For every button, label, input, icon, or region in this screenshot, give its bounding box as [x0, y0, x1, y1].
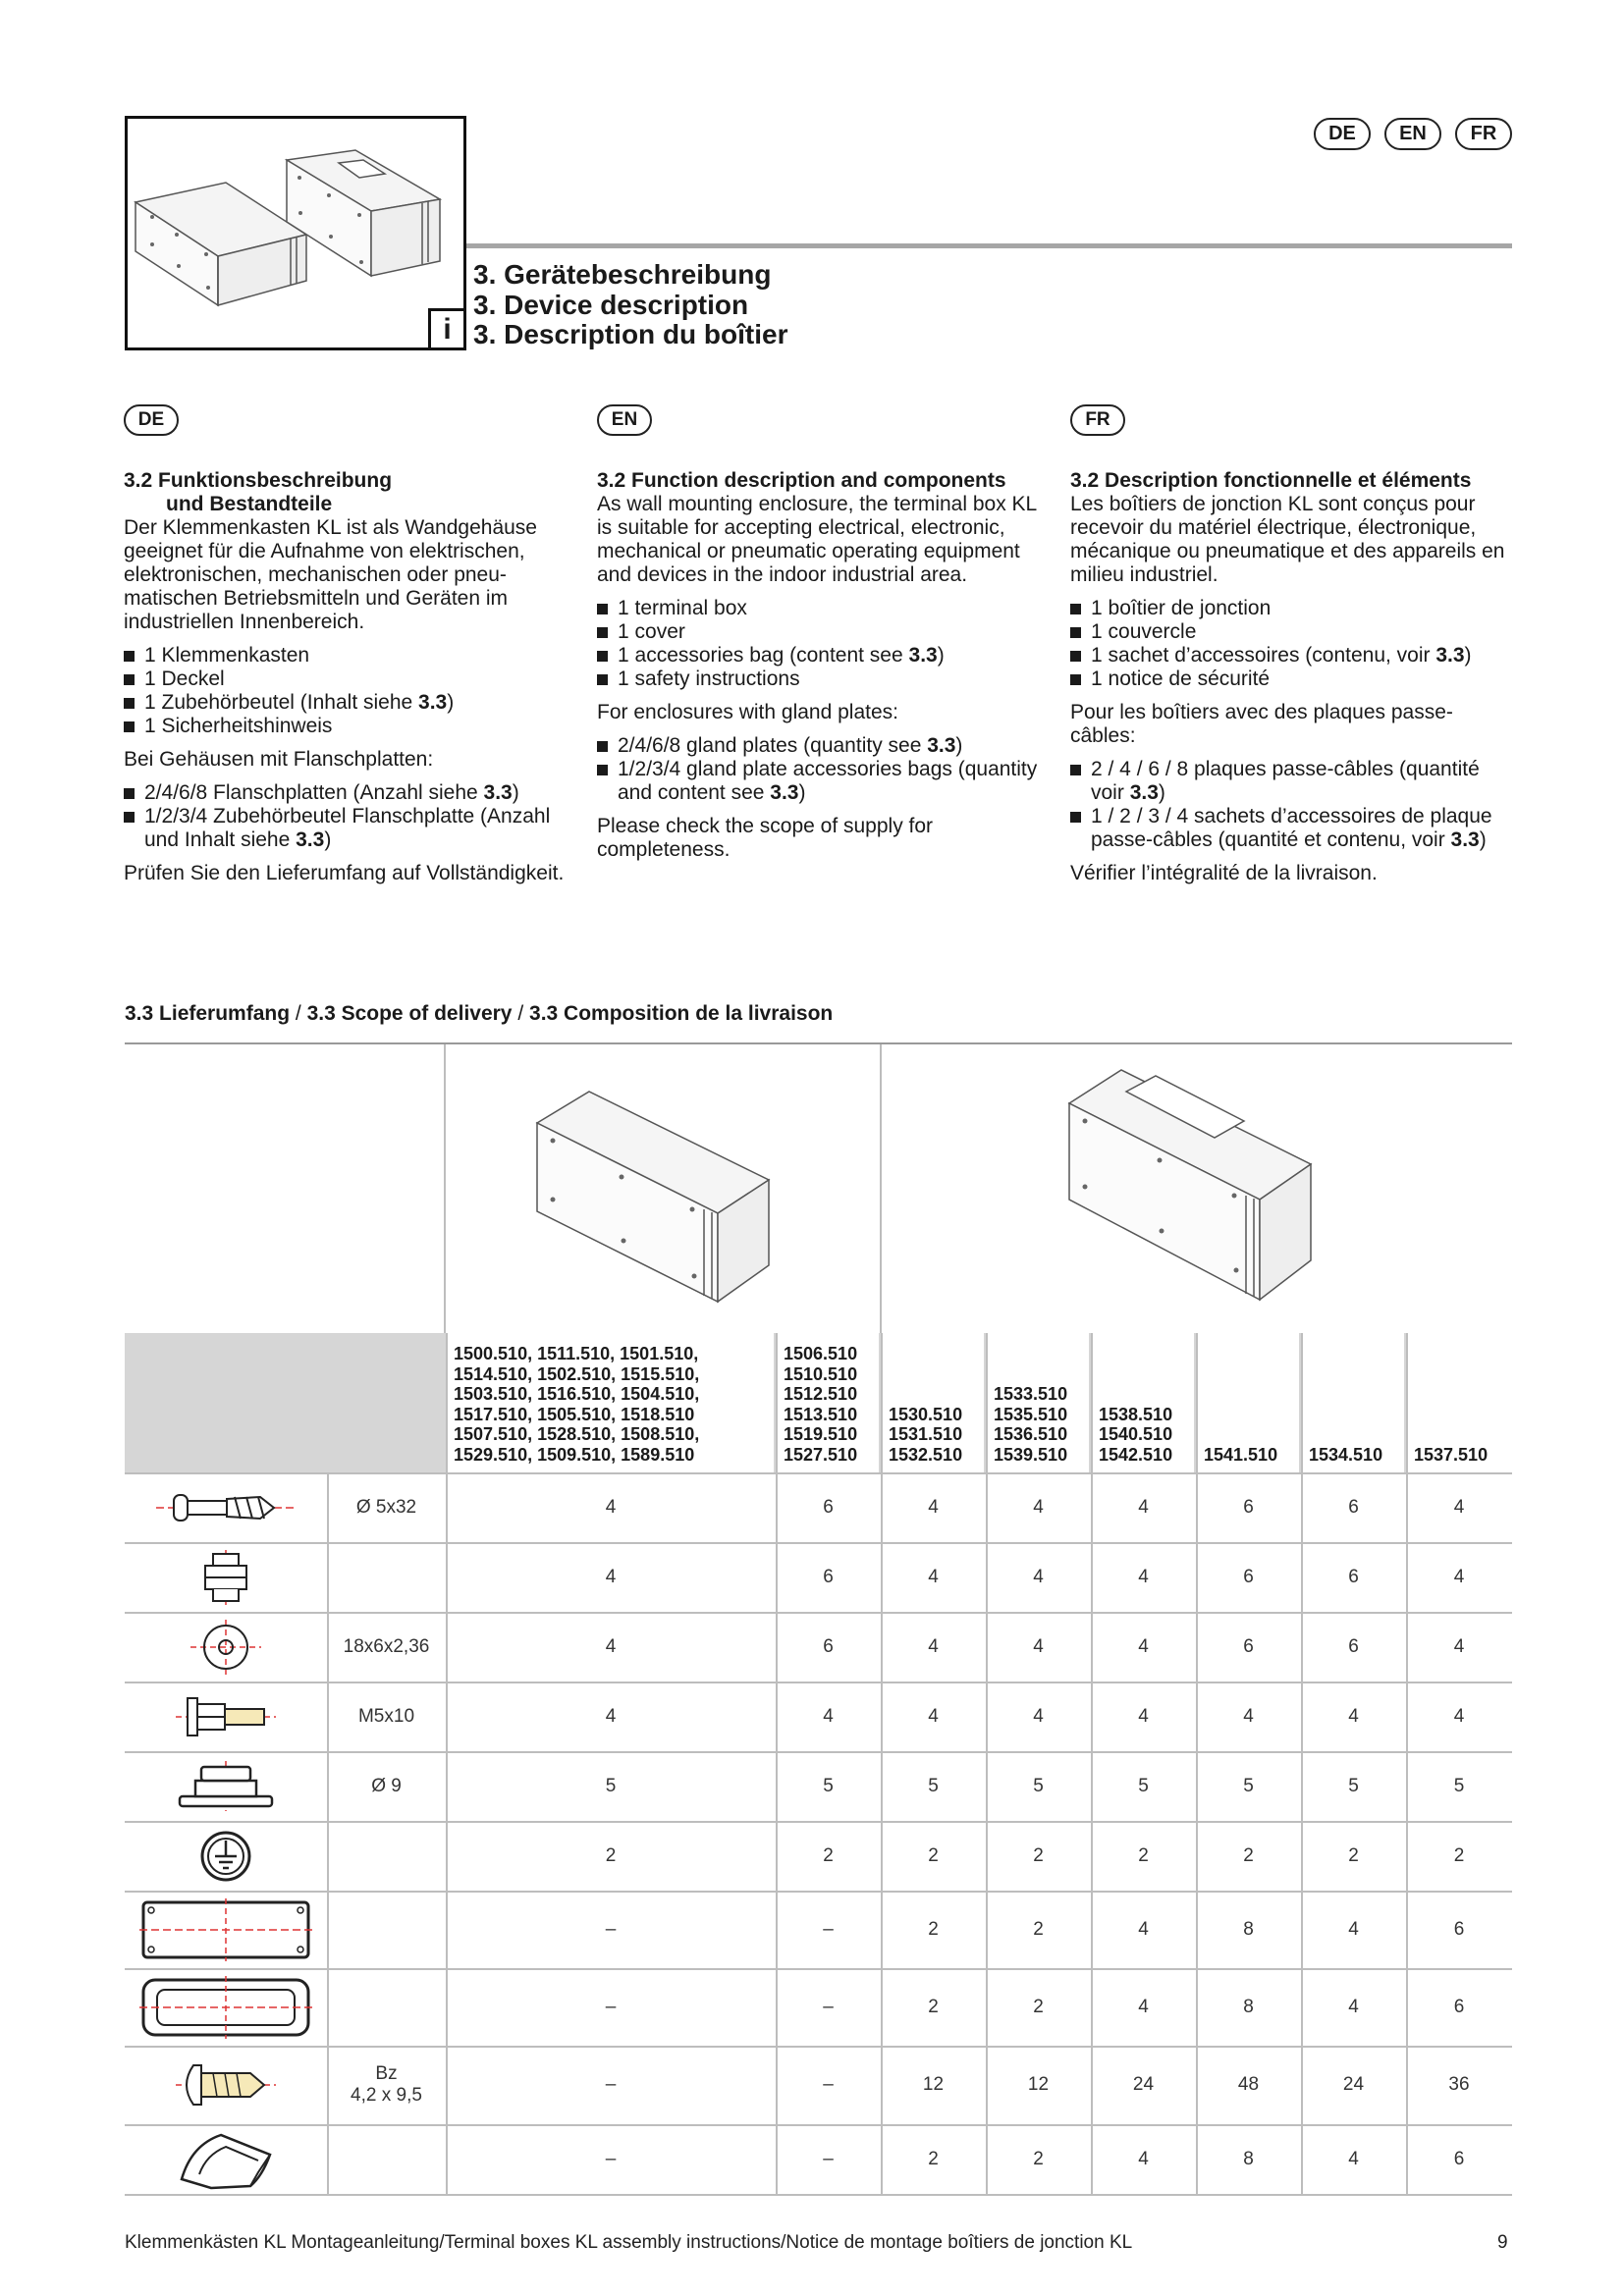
- clip-holder-icon: [125, 2124, 327, 2194]
- size-cell: Bz 4,2 x 9,5: [351, 2063, 422, 2106]
- hero-illustration: [125, 116, 466, 350]
- table-cell: 24: [1132, 2074, 1155, 2095]
- size-cell: [327, 2124, 446, 2194]
- table-cell: 6: [1348, 1635, 1359, 1657]
- table-cell: 2: [1033, 1996, 1044, 2017]
- title-de: 3. Gerätebeschreibung: [473, 259, 772, 290]
- table-cell: 4: [1348, 1705, 1359, 1727]
- table-cell: –: [605, 1918, 617, 1940]
- table-cell: 2: [1033, 1918, 1044, 1940]
- gland-plate-icon: [125, 1891, 327, 1968]
- table-cell: 4: [605, 1635, 617, 1657]
- table-cell: 5: [1033, 1775, 1044, 1796]
- table-col-line: [1406, 1333, 1408, 1472]
- heading-de: [124, 469, 570, 516]
- lang-badge-en[interactable]: EN: [1384, 118, 1441, 150]
- list-item: 1 Zubehörbeutel (Inhalt siehe 3.3): [124, 691, 570, 715]
- table-cell: 8: [1243, 2148, 1254, 2169]
- size-cell: [327, 1891, 446, 1968]
- scope-title-en: 3.3 Scope of delivery: [306, 1002, 513, 1025]
- table-cell: 6: [1453, 2148, 1465, 2169]
- header-col-1: 1500.510, 1511.510, 1501.510, 1514.510, 1502.510, 1515.510, 1503.510, 1516.510, 1504.510, 1517.510, 1505.510, 1518.510 1507.510, 1528.510, 1508.510, 1529.510, 1509.510, 1589.510: [446, 1333, 774, 1472]
- table-cell: 2: [928, 1996, 939, 2017]
- table-cell: 5: [1453, 1775, 1465, 1796]
- list-item: 1 sachet d’accessoires (contenu, voir 3.3): [1070, 644, 1517, 667]
- list-item: 1 boîtier de jonction: [1070, 597, 1517, 620]
- enclosure-image-plain: [535, 1084, 771, 1309]
- table-cell: 5: [928, 1775, 939, 1796]
- product-images-row: [125, 1044, 1512, 1333]
- enclosures-illustration: [128, 119, 463, 347]
- list2-fr: [1070, 758, 1517, 852]
- list-item: 1 safety instructions: [597, 667, 1044, 691]
- table-cell: 4: [1348, 1918, 1359, 1940]
- table-cell: 5: [1138, 1775, 1149, 1796]
- table-cell: 2: [1033, 2148, 1044, 2169]
- header-col-8: 1537.510: [1406, 1333, 1512, 1472]
- heading-en: 3.2 Function description and components: [597, 469, 1006, 492]
- table-cell: 2: [1348, 1844, 1359, 1866]
- table-cell: 4: [1348, 1996, 1359, 2017]
- table-cell: 8: [1243, 1996, 1254, 2017]
- list-item: 1 Sicherheitshinweis: [124, 715, 570, 738]
- closing-fr: Vérifier l’intégralité de la livraison.: [1070, 862, 1378, 884]
- list-item: 1/2/3/4 Zubehörbeutel Flanschplatte (Anzahl und Inhalt siehe 3.3): [124, 805, 570, 852]
- size-cell: [327, 1968, 446, 2046]
- table-cell: 4: [1453, 1705, 1465, 1727]
- table-cell: 5: [605, 1775, 617, 1796]
- table-col-line: [881, 1333, 883, 1472]
- header-col-2: 1506.510 1510.510 1512.510 1513.510 1519.510 1527.510: [776, 1333, 879, 1472]
- table-cell: 2: [823, 1844, 834, 1866]
- table-cell: 5: [1243, 1775, 1254, 1796]
- table-cell: 6: [823, 1635, 834, 1657]
- list-item: 2/4/6/8 Flanschplatten (Anzahl siehe 3.3): [124, 781, 570, 805]
- table-cell: 4: [928, 1705, 939, 1727]
- scope-title: 3.3 Lieferumfang / 3.3 Scope of delivery / 3.3 Composition de la livraison: [125, 1002, 834, 1025]
- table-cell: –: [605, 2074, 617, 2095]
- list-item: 1 accessories bag (content see 3.3): [597, 644, 1044, 667]
- table-cell: –: [823, 1996, 834, 2017]
- table-cell: 4: [605, 1496, 617, 1518]
- list-item: 2 / 4 / 6 / 8 plaques passe-câbles (quantité voir 3.3): [1070, 758, 1517, 805]
- table-cell: 4: [1453, 1635, 1465, 1657]
- table-cell: 24: [1342, 2074, 1365, 2095]
- size-cell: [327, 1821, 446, 1891]
- table-cell: 4: [1138, 1635, 1149, 1657]
- table-cell: 2: [928, 2148, 939, 2169]
- table-cell: 4: [928, 1635, 939, 1657]
- heading-de-line2: und Bestandteile: [166, 493, 333, 515]
- table-cell: 4: [1348, 2148, 1359, 2169]
- table-col-line: [776, 1333, 778, 1472]
- screw-drill-icon: [125, 1472, 327, 1542]
- intro-en: As wall mounting enclosure, the terminal box KL is suitable for accepting electrical, electronic, mechanical or pneumatic operating equipment and devices in the indoor industrial area.: [597, 493, 1037, 586]
- header-col-3: 1530.510 1531.510 1532.510: [881, 1333, 984, 1472]
- table-cell: 4: [1138, 1496, 1149, 1518]
- closing-de: Prüfen Sie den Lieferumfang auf Vollständigkeit.: [124, 862, 565, 884]
- table-cell: 2: [605, 1844, 617, 1866]
- hex-bolt-icon: [125, 1682, 327, 1751]
- table-cell: 2: [928, 1918, 939, 1940]
- info-icon: i: [428, 308, 463, 347]
- table-cell: 2: [1033, 1844, 1044, 1866]
- table-cell: 12: [1027, 2074, 1050, 2095]
- table-cell: 6: [1453, 1918, 1465, 1940]
- title-en: 3. Device description: [473, 289, 749, 320]
- list1-de: [124, 644, 570, 738]
- washer-icon: [125, 1612, 327, 1682]
- table-cell: 2: [1453, 1844, 1465, 1866]
- table-cell: 4: [1453, 1566, 1465, 1587]
- middle-en: For enclosures with gland plates:: [597, 701, 898, 723]
- list-item: 1 cover: [597, 620, 1044, 644]
- footer-text: Klemmenkästen KL Montageanleitung/Terminal boxes KL assembly instructions/Notice de montage boîtiers de jonction KL: [125, 2232, 1133, 2253]
- middle-de: Bei Gehäusen mit Flanschplatten:: [124, 748, 434, 771]
- table-cell: 4: [928, 1566, 939, 1587]
- column-en: [597, 404, 1044, 862]
- table-cell: –: [605, 2148, 617, 2169]
- table-cell: 4: [605, 1566, 617, 1587]
- scope-title-de: 3.3 Lieferumfang: [125, 1002, 291, 1025]
- column-badge-de: DE: [124, 404, 179, 436]
- table-cell: 4: [1033, 1635, 1044, 1657]
- table-cell: 6: [823, 1496, 834, 1518]
- table-col-line: [1091, 1333, 1093, 1472]
- table-cell: 4: [1138, 1918, 1149, 1940]
- table-cell: 2: [928, 1844, 939, 1866]
- closing-en: Please check the scope of supply for completeness.: [597, 815, 934, 861]
- header-col-5: 1538.510 1540.510 1542.510: [1091, 1333, 1194, 1472]
- list-item: 2/4/6/8 gland plates (quantity see 3.3): [597, 734, 1044, 758]
- title-rule: [466, 243, 1512, 248]
- list2-en: [597, 734, 1044, 805]
- table-cell: 6: [1243, 1566, 1254, 1587]
- scope-title-fr: 3.3 Composition de la livraison: [529, 1002, 834, 1025]
- earth-symbol-icon: [125, 1821, 327, 1891]
- intro-de: Der Klemmenkasten KL ist als Wandgehäuse geeignet für die Aufnahme von elektrischen, elektronischen, mechanischen oder pneu-matischen Betriebsmitteln und Geräten im industriellen Innenbereich.: [124, 516, 537, 633]
- table-col-line: [446, 1333, 448, 1472]
- table-cell: 4: [1243, 1705, 1254, 1727]
- list1-en: [597, 597, 1044, 691]
- table-cell: –: [823, 2148, 834, 2169]
- table-cell: 4: [928, 1496, 939, 1518]
- cover-clip-icon: [125, 1542, 327, 1612]
- size-cell: Ø 9: [371, 1775, 402, 1796]
- table-cell: 6: [1453, 1996, 1465, 2017]
- table-cell: 4: [1033, 1496, 1044, 1518]
- table-cell: 36: [1448, 2074, 1470, 2095]
- table-cell: 4: [1138, 1996, 1149, 2017]
- column-de: [124, 404, 570, 885]
- table-col-line: [1196, 1333, 1198, 1472]
- lang-badge-fr[interactable]: FR: [1455, 118, 1512, 150]
- table-cell: 6: [1348, 1496, 1359, 1518]
- table-cell: 4: [1033, 1705, 1044, 1727]
- table-cell: –: [823, 1918, 834, 1940]
- title-fr: 3. Description du boîtier: [473, 319, 788, 349]
- section-titles: [473, 260, 787, 350]
- column-badge-fr: FR: [1070, 404, 1125, 436]
- list2-de: [124, 781, 570, 852]
- table-cell: 2: [1138, 1844, 1149, 1866]
- table-cell: 6: [1348, 1566, 1359, 1587]
- list-item: 1 terminal box: [597, 597, 1044, 620]
- language-badges: [1314, 118, 1512, 150]
- column-badge-en: EN: [597, 404, 652, 436]
- self-tapping-screw-icon: [125, 2046, 327, 2124]
- header-col-6: 1541.510: [1196, 1333, 1299, 1472]
- table-cell: 5: [823, 1775, 834, 1796]
- table-cell: 4: [1453, 1496, 1465, 1518]
- enclosure-image-gland: [1067, 1064, 1313, 1309]
- table-cell: 4: [823, 1705, 834, 1727]
- size-cell: M5x10: [357, 1705, 415, 1727]
- lang-badge-de[interactable]: DE: [1314, 118, 1371, 150]
- intro-fr: Les boîtiers de jonction KL sont conçus pour recevoir du matériel électrique, électronique, mécanique ou pneumatique et des appareils en milieu industriel.: [1070, 493, 1505, 586]
- list1-fr: [1070, 597, 1517, 691]
- table-cell: 48: [1237, 2074, 1260, 2095]
- table-cell: 6: [1243, 1635, 1254, 1657]
- table-col-line: [1301, 1333, 1303, 1472]
- list-item: 1 / 2 / 3 / 4 sachets d’accessoires de plaque passe-câbles (quantité et contenu, voir 3.3): [1070, 805, 1517, 852]
- table-col-line: [986, 1333, 988, 1472]
- gland-gasket-icon: [125, 1968, 327, 2046]
- header-col-4: 1533.510 1535.510 1536.510 1539.510: [986, 1333, 1089, 1472]
- table-cell: 6: [823, 1566, 834, 1587]
- list-item: 1 couvercle: [1070, 620, 1517, 644]
- table-cell: 4: [1138, 2148, 1149, 2169]
- table-cell: 6: [1243, 1496, 1254, 1518]
- column-fr: [1070, 404, 1517, 885]
- table-cell: –: [605, 1996, 617, 2017]
- list-item: 1 Klemmenkasten: [124, 644, 570, 667]
- table-cell: 12: [922, 2074, 945, 2095]
- page-number: 9: [1497, 2232, 1508, 2253]
- table-cell: 4: [1033, 1566, 1044, 1587]
- plug-icon: [125, 1751, 327, 1821]
- size-cell: [327, 1542, 446, 1612]
- table-cell: 4: [1138, 1566, 1149, 1587]
- size-cell: 18x6x2,36: [343, 1635, 430, 1657]
- middle-fr: Pour les boîtiers avec des plaques passe-câbles:: [1070, 701, 1453, 747]
- header-col-7: 1534.510: [1301, 1333, 1404, 1472]
- table-cell: 8: [1243, 1918, 1254, 1940]
- table-cell: 4: [1138, 1705, 1149, 1727]
- list-item: 1 Deckel: [124, 667, 570, 691]
- table-row-line: [125, 2194, 1512, 2196]
- size-cell: Ø 5x32: [355, 1496, 417, 1518]
- list-item: 1/2/3/4 gland plate accessories bags (quantity and content see 3.3): [597, 758, 1044, 805]
- list-item: 1 notice de sécurité: [1070, 667, 1517, 691]
- table-cell: 5: [1348, 1775, 1359, 1796]
- heading-de-line1: 3.2 Funktionsbeschreibung: [124, 469, 393, 492]
- table-cell: –: [823, 2074, 834, 2095]
- table-cell: 4: [605, 1705, 617, 1727]
- heading-fr: 3.2 Description fonctionnelle et éléments: [1070, 469, 1472, 492]
- table-cell: 2: [1243, 1844, 1254, 1866]
